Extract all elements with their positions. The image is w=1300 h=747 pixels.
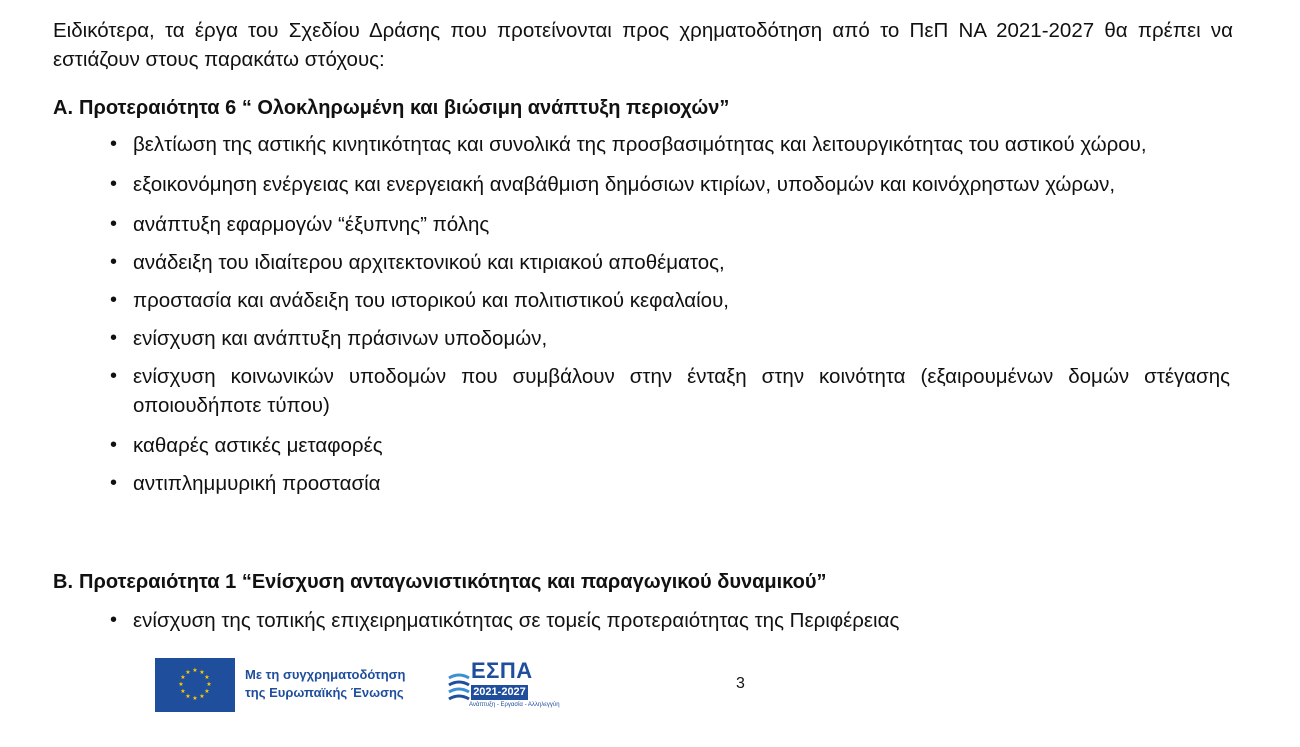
svg-text:★: ★ bbox=[180, 688, 186, 695]
list-item: • καθαρές αστικές μεταφορές bbox=[0, 431, 1230, 460]
svg-text:★: ★ bbox=[180, 674, 186, 681]
bullet-icon: • bbox=[110, 609, 118, 631]
list-item: • ανάδειξη του ιδιαίτερου αρχιτεκτονικού και κτιριακού αποθέματος, bbox=[0, 248, 1230, 277]
bullet-icon: • bbox=[110, 327, 118, 349]
bullet-icon: • bbox=[110, 434, 118, 456]
bullet-icon: • bbox=[110, 472, 118, 494]
espa-logo bbox=[447, 658, 560, 712]
page-footer bbox=[0, 655, 1300, 715]
svg-text:★: ★ bbox=[206, 681, 212, 688]
svg-text:★: ★ bbox=[199, 693, 205, 700]
bullet-icon: • bbox=[110, 173, 118, 195]
eu-flag-icon bbox=[155, 658, 235, 712]
list-item: • αντιπλημμυρική προστασία bbox=[0, 469, 1230, 498]
espa-waves-icon bbox=[447, 672, 471, 702]
section-b-title: Προτεραιότητα 1 “Ενίσχυση ανταγωνιστικότητας και παραγωγικού δυναμικού” bbox=[79, 571, 827, 593]
list-item: • ενίσχυση και ανάπτυξη πράσινων υποδομών, bbox=[0, 324, 1230, 353]
section-a-heading bbox=[53, 94, 729, 122]
espa-years: 2021-2027 bbox=[471, 685, 528, 700]
svg-text:★: ★ bbox=[204, 688, 210, 695]
bullet-icon: • bbox=[110, 251, 118, 273]
bullet-icon: • bbox=[110, 365, 118, 387]
intro-paragraph: Ειδικότερα, τα έργα του Σχεδίου Δράσης που προτείνονται προς χρηματοδότηση από το ΠεΠ ΝΑ 2021-2027 θα πρέπει να εστιάζουν στους παρακάτω στόχους: bbox=[53, 19, 1233, 71]
bullet-icon: • bbox=[110, 289, 118, 311]
svg-text:★: ★ bbox=[178, 681, 184, 688]
svg-text:★: ★ bbox=[185, 693, 191, 700]
section-b-heading bbox=[53, 568, 827, 596]
page-number: 3 bbox=[736, 675, 745, 692]
list-item: • ενίσχυση της τοπικής επιχειρηματικότητας σε τομείς προτεραιότητας της Περιφέρειας bbox=[0, 606, 1230, 635]
section-b-label: Β. bbox=[53, 571, 73, 593]
bullet-icon: • bbox=[110, 213, 118, 235]
espa-word: ΕΣΠΑ bbox=[471, 658, 533, 683]
section-b-list bbox=[0, 606, 1230, 644]
list-item: • εξοικονόμηση ενέργειας και ενεργειακή αναβάθμιση δημόσιων κτιρίων, υποδομών και κοινόχρηστων χώρων, bbox=[0, 170, 1230, 199]
list-item: • ανάπτυξη εφαρμογών “έξυπνης” πόλης bbox=[0, 210, 1230, 239]
section-a-label: Α. bbox=[53, 97, 73, 119]
svg-text:★: ★ bbox=[204, 674, 210, 681]
svg-text:★: ★ bbox=[199, 669, 205, 676]
list-item: • ενίσχυση κοινωνικών υποδομών που συμβάλουν στην ένταξη στην κοινότητα (εξαιρουμένων δομών στέγασης οποιουδήποτε τύπου) bbox=[0, 362, 1230, 420]
section-a-title: Προτεραιότητα 6 “ Ολοκληρωμένη και βιώσιμη ανάπτυξη περιοχών” bbox=[79, 97, 730, 119]
espa-subtitle: Ανάπτυξη - Εργασία - Αλληλεγγύη bbox=[469, 702, 560, 708]
eu-cofunding-text: Με τη συγχρηματοδότηση της Ευρωπαϊκής Ένωσης bbox=[245, 667, 406, 700]
section-a-list bbox=[0, 130, 1230, 507]
svg-text:★: ★ bbox=[192, 695, 198, 702]
list-item: • βελτίωση της αστικής κινητικότητας και συνολικά της προσβασιμότητας και λειτουργικότητας του αστικού χώρου, bbox=[0, 130, 1230, 159]
list-item: • προστασία και ανάδειξη του ιστορικού και πολιτιστικού κεφαλαίου, bbox=[0, 286, 1230, 315]
svg-text:★: ★ bbox=[185, 669, 191, 676]
svg-text:★: ★ bbox=[192, 667, 198, 674]
bullet-icon: • bbox=[110, 133, 118, 155]
